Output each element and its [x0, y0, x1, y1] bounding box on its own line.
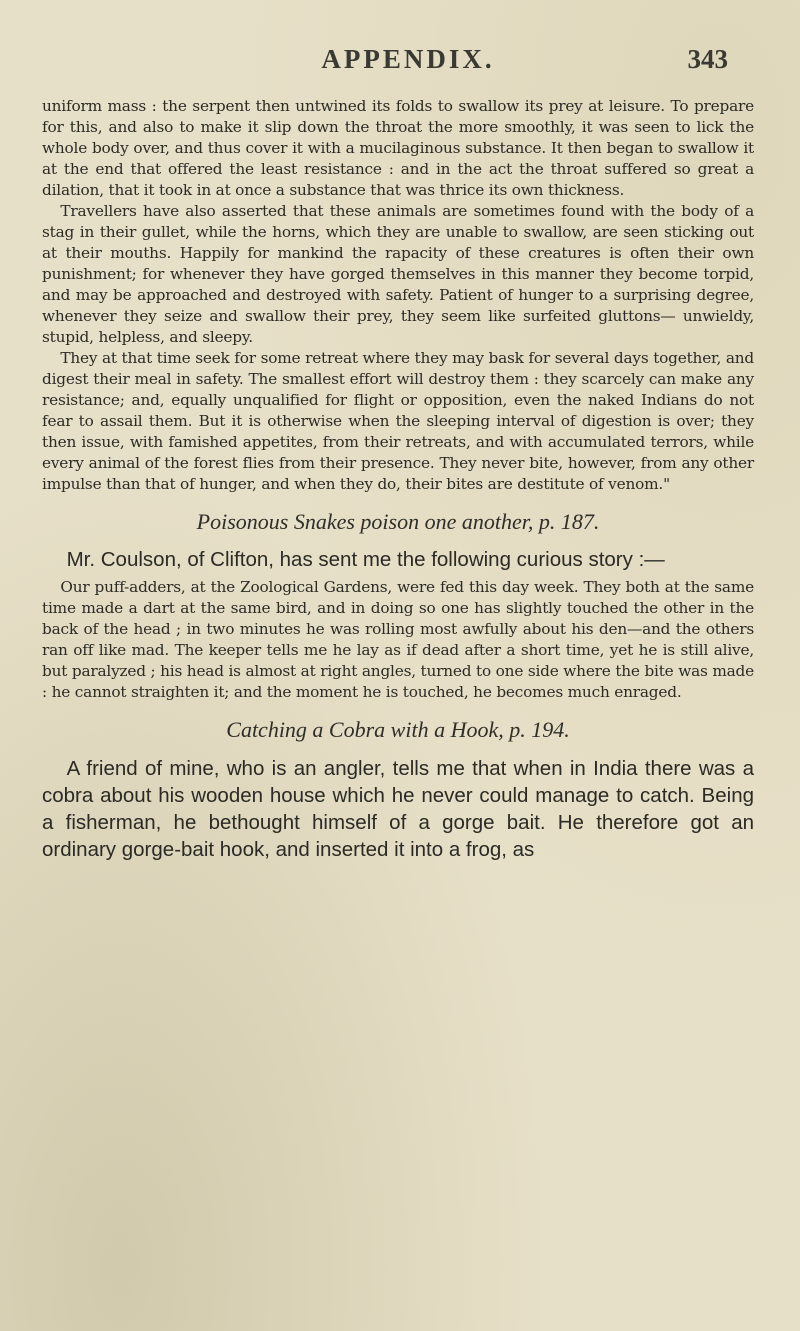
- page-number: 343: [687, 44, 728, 74]
- paragraph-retreat: They at that time seek for some retreat where they may bask for several days together, and digest their meal in safety. The smallest effort will destroy them : they scarcely can make any resistance; and, equally unqualified for flight or opposition, even the naked Indians do not fear to assail them. But it is otherwise when the sleeping interval of digestion is over; they then issue, with famished appetites, from their retreats, and with accumulated terrors, while every animal of the forest flies from their presence. They never bite, however, from any other impulse than that of hunger, and when they do, their bites are destitute of venom.": [42, 349, 754, 493]
- paragraph-angler-friend: A friend of mine, who is an angler, tells me that when in India there was a cobra about his wooden house which he never could manage to catch. Being a fisherman, he bethought himself of a gorge bait. He therefore got an ordinary gorge-bait hook, and inserted it into a frog, as: [42, 757, 754, 861]
- running-head: APPENDIX.: [321, 44, 495, 74]
- paragraph-puff-adders: Our puff-adders, at the Zoological Gardens, were fed this day week. They both at the same time made a dart at the same bird, and in doing so one has slightly touched the other in the back of the head ; in two minutes he was rolling most awfully about his den—and the others ran off like mad. The keeper tells me he lay as if dead after a short time, yet he is still alive, but paralyzed ; his head is almost at right angles, turned to one side where the bite was made : he cannot straighten it; and the moment he is touched, he becomes much enraged.: [42, 578, 754, 701]
- page-body: [42, 96, 754, 867]
- section-heading-poisonous-snakes: Poisonous Snakes poison one another, p. 187.: [196, 509, 600, 534]
- paragraph-uniform-mass: uniform mass : the serpent then untwined its folds to swallow its prey at leisure. To prepare for this, and also to make it slip down the throat the more smoothly, it was seen to lick the whole body over, and thus cover it with a mucilaginous substance. It then began to swallow it at the end that offered the least resistance : and in the act the throat suffered so great a dilation, that it took in at once a substance that was thrice its own thickness.: [42, 97, 754, 199]
- paragraph-travellers: Travellers have also asserted that these animals are sometimes found with the body of a stag in their gullet, while the horns, which they are unable to swallow, are seen sticking out at their mouths. Happily for mankind the rapacity of these creatures is often their own punishment; for whenever they have gorged themselves in this manner they become torpid, and may be approached and destroyed with safety. Patient of hunger to a surprising degree, whenever they seize and swallow their prey, they seem like surfeited gluttons— unwieldy, stupid, helpless, and sleepy.: [42, 202, 754, 346]
- page-header: [88, 44, 728, 80]
- section-heading-catching-cobra: Catching a Cobra with a Hook, p. 194.: [226, 717, 570, 742]
- paragraph-coulson-intro: Mr. Coulson, of Clifton, has sent me the following curious story :—: [66, 548, 665, 571]
